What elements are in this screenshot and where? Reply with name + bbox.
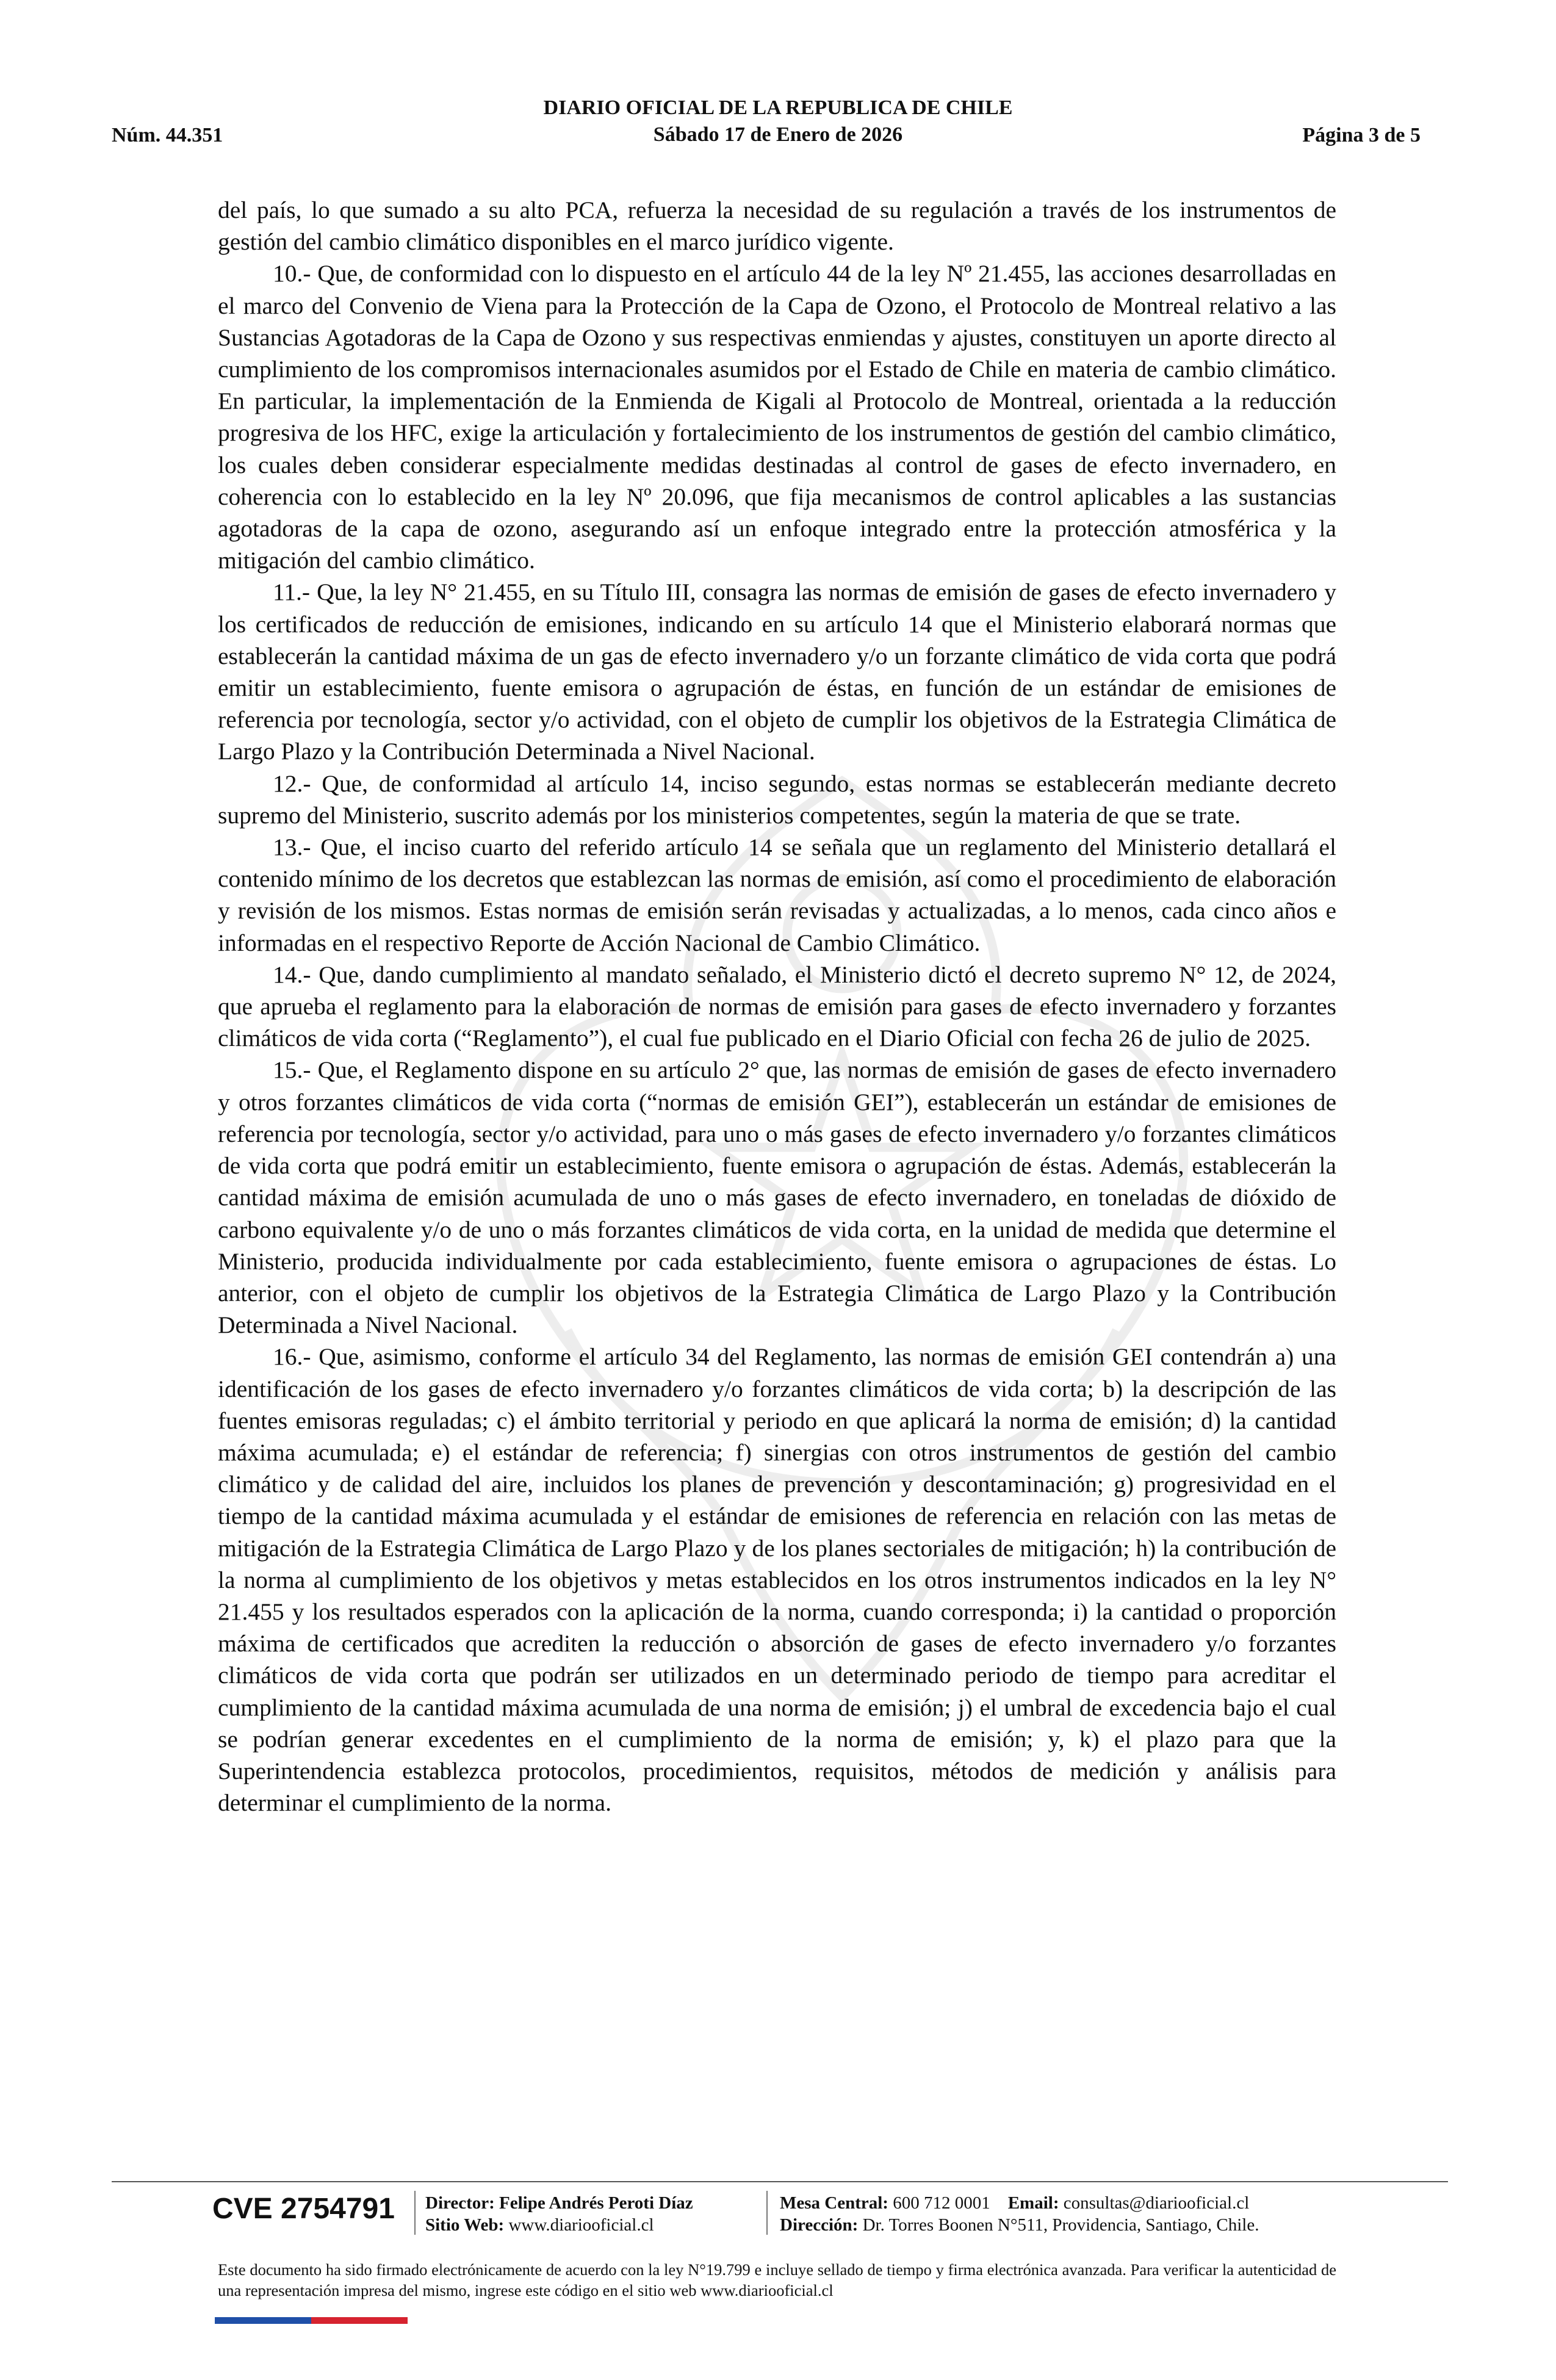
paragraph-14: 14.- Que, dando cumplimiento al mandato señalado, el Ministerio dictó el decreto supremo N° 12, de 2024, que aprueba el reglamento para la elaboración de normas de emisión para gases de efecto invernadero y forzantes climáticos de vida corta (“Reglamento”), el cual fue publicado en el Diario Oficial con fecha 26 de julio de 2025. [218, 961, 1336, 1052]
address-value: Dr. Torres Boonen N°511, Providencia, Santiago, Chile. [862, 2215, 1259, 2235]
footer-director-block [425, 2192, 693, 2236]
director-name: Felipe Andrés Peroti Díaz [499, 2193, 693, 2213]
email-label: Email: [1007, 2193, 1059, 2213]
footer-separator [414, 2191, 416, 2235]
footer-contact-block [780, 2192, 1259, 2236]
paragraph-continuation: del país, lo que sumado a su alto PCA, refuerza la necesidad de su regulación a través de los instrumentos de gestión del cambio climático disponibles en el marco jurídico vigente. [218, 197, 1336, 256]
paragraph-16: 16.- Que, asimismo, conforme el artículo 34 del Reglamento, las normas de emisión GEI contendrán a) una identificación de los gases de efecto invernadero y/o forzantes climáticos de vida corta; b) la descripción de las fuentes emisoras reguladas; c) el ámbito territorial y periodo en que aplicará la norma de emisión; d) la cantidad máxima acumulada; e) el estándar de referencia; f) sinergias con otros instrumentos de gestión del cambio climático y de calidad del aire, incluidos los planes de prevención y descontaminación; g) progresividad en el tiempo de la cantidad máxima acumulada y el estándar de emisiones de referencia en relación con las metas de mitigación de la Estrategia Climática de Largo Plazo y de los planes sectoriales de mitigación; h) la contribución de la norma al cumplimiento de los objetivos y metas establecidos en los otros instrumentos indicados en la ley N° 21.455 y los resultados esperados con la aplicación de la norma, cuando corresponda; i) la cantidad o proporción máxima de certificados que acrediten la reducción o absorción de gases de efecto invernadero y/o forzantes climáticos de vida corta que podrán ser utilizados en un determinado periodo de tiempo para acreditar el cumplimiento de la cantidad máxima acumulada de una norma de emisión; j) el umbral de excedencia bajo el cual se podrían generar excedentes en el cumplimiento de la norma de emisión; y, k) el plazo para que la Superintendencia establezca protocolos, procedimientos, requisitos, métodos de medición y análisis para determinar el cumplimiento de la norma. [218, 1343, 1336, 1817]
website-link[interactable]: www.diariooficial.cl [508, 2215, 654, 2235]
paragraph-12: 12.- Que, de conformidad al artículo 14, inciso segundo, estas normas se establecerán mediante decreto supremo del Ministerio, suscrito además por los ministerios competentes, según la materia de que se trate. [218, 770, 1336, 829]
legal-notice: Este documento ha sido firmado electrónicamente de acuerdo con la ley N°19.799 e incluye sellado de tiempo y firma electrónica avanzada. Para verificar la autenticidad de una representación impresa del mismo, ingrese este código en el sitio web www.diariooficial.cl [218, 2260, 1336, 2299]
paragraph-10: 10.- Que, de conformidad con lo dispuesto en el artículo 44 de la ley Nº 21.455, las acciones desarrolladas en el marco del Convenio de Viena para la Protección de la Capa de Ozono, el Protocolo de Montreal relativo a las Sustancias Agotadoras de la Capa de Ozono y sus respectivas enmiendas y ajustes, constituyen un aporte directo al cumplimiento de los compromisos internacionales asumidos por el Estado de Chile en materia de cambio climático. En particular, la implementación de la Enmienda de Kigali al Protocolo de Montreal, orientada a la reducción progresiva de los HFC, exige la articulación y fortalecimiento de los instrumentos de gestión del cambio climático, los cuales deben considerar especialmente medidas destinadas al control de gases de efecto invernadero, en coherencia con lo establecido en la ley Nº 20.096, que fija mecanismos de control aplicables a las sustancias agotadoras de la capa de ozono, asegurando así un enfoque integrado entre la protección atmosférica y la mitigación del cambio climático. [218, 260, 1336, 574]
paragraph-13: 13.- Que, el inciso cuarto del referido artículo 14 se señala que un reglamento del Ministerio detallará el contenido mínimo de los decretos que establezcan las normas de emisión, así como el procedimiento de elaboración y revisión de los mismos. Estas normas de emisión serán revisadas y actualizadas, a lo menos, cada cinco años e informadas en el respectivo Reporte de Acción Nacional de Cambio Climático. [218, 834, 1336, 956]
paragraph-11: 11.- Que, la ley N° 21.455, en su Título III, consagra las normas de emisión de gases de efecto invernadero y los certificados de reducción de emisiones, indicando en su artículo 14 que el Ministerio elaborará normas que establecerán la cantidad máxima de un gas de efecto invernadero y/o un forzante climático de vida corta que podrá emitir un establecimiento, fuente emisora o agrupación de éstas, en función de un estándar de emisiones de referencia por tecnología, sector y/o actividad, con el objeto de cumplir los objetivos de la Estrategia Climática de Largo Plazo y la Contribución Determinada a Nivel Nacional. [218, 579, 1336, 765]
issue-number: Núm. 44.351 [112, 124, 223, 146]
issue-date: Sábado 17 de Enero de 2026 [653, 123, 903, 146]
flag-stripe-blue [215, 2317, 311, 2324]
email-link[interactable]: consultas@diariooficial.cl [1063, 2193, 1250, 2213]
publication-title: DIARIO OFICIAL DE LA REPUBLICA DE CHILE [543, 96, 1013, 119]
page-number: Página 3 de 5 [1302, 124, 1421, 146]
footer-separator [766, 2191, 768, 2235]
cve-code: CVE 2754791 [212, 2193, 395, 2225]
address-label: Dirección: [780, 2215, 859, 2235]
phone-label: Mesa Central: [780, 2193, 888, 2213]
phone-number: 600 712 0001 [893, 2193, 990, 2213]
flag-stripe-red [311, 2317, 408, 2324]
website-label: Sitio Web: [425, 2215, 505, 2235]
footer-divider [112, 2181, 1448, 2182]
director-label: Director: [425, 2193, 495, 2213]
paragraph-15: 15.- Que, el Reglamento dispone en su artículo 2° que, las normas de emisión de gases de efecto invernadero y otros forzantes climáticos de vida corta (“normas de emisión GEI”), establecerán un estándar de emisiones de referencia por tecnología, sector y/o actividad, para uno o más gases de efecto invernadero y/o forzantes climáticos de vida corta que podrá emitir un establecimiento, fuente emisora o agrupación de éstas. Además, establecerán la cantidad máxima de emisión acumulada de uno o más gases de efecto invernadero, en toneladas de dióxido de carbono equivalente y/o de uno o más forzantes climáticos de vida corta, en la unidad de medida que determine el Ministerio, producida individualmente por cada establecimiento, fuente emisora o agrupaciones de éstas. Lo anterior, con el objeto de cumplir los objetivos de la Estrategia Climática de Largo Plazo y la Contribución Determinada a Nivel Nacional. [218, 1056, 1336, 1339]
document-body [218, 194, 1336, 1819]
